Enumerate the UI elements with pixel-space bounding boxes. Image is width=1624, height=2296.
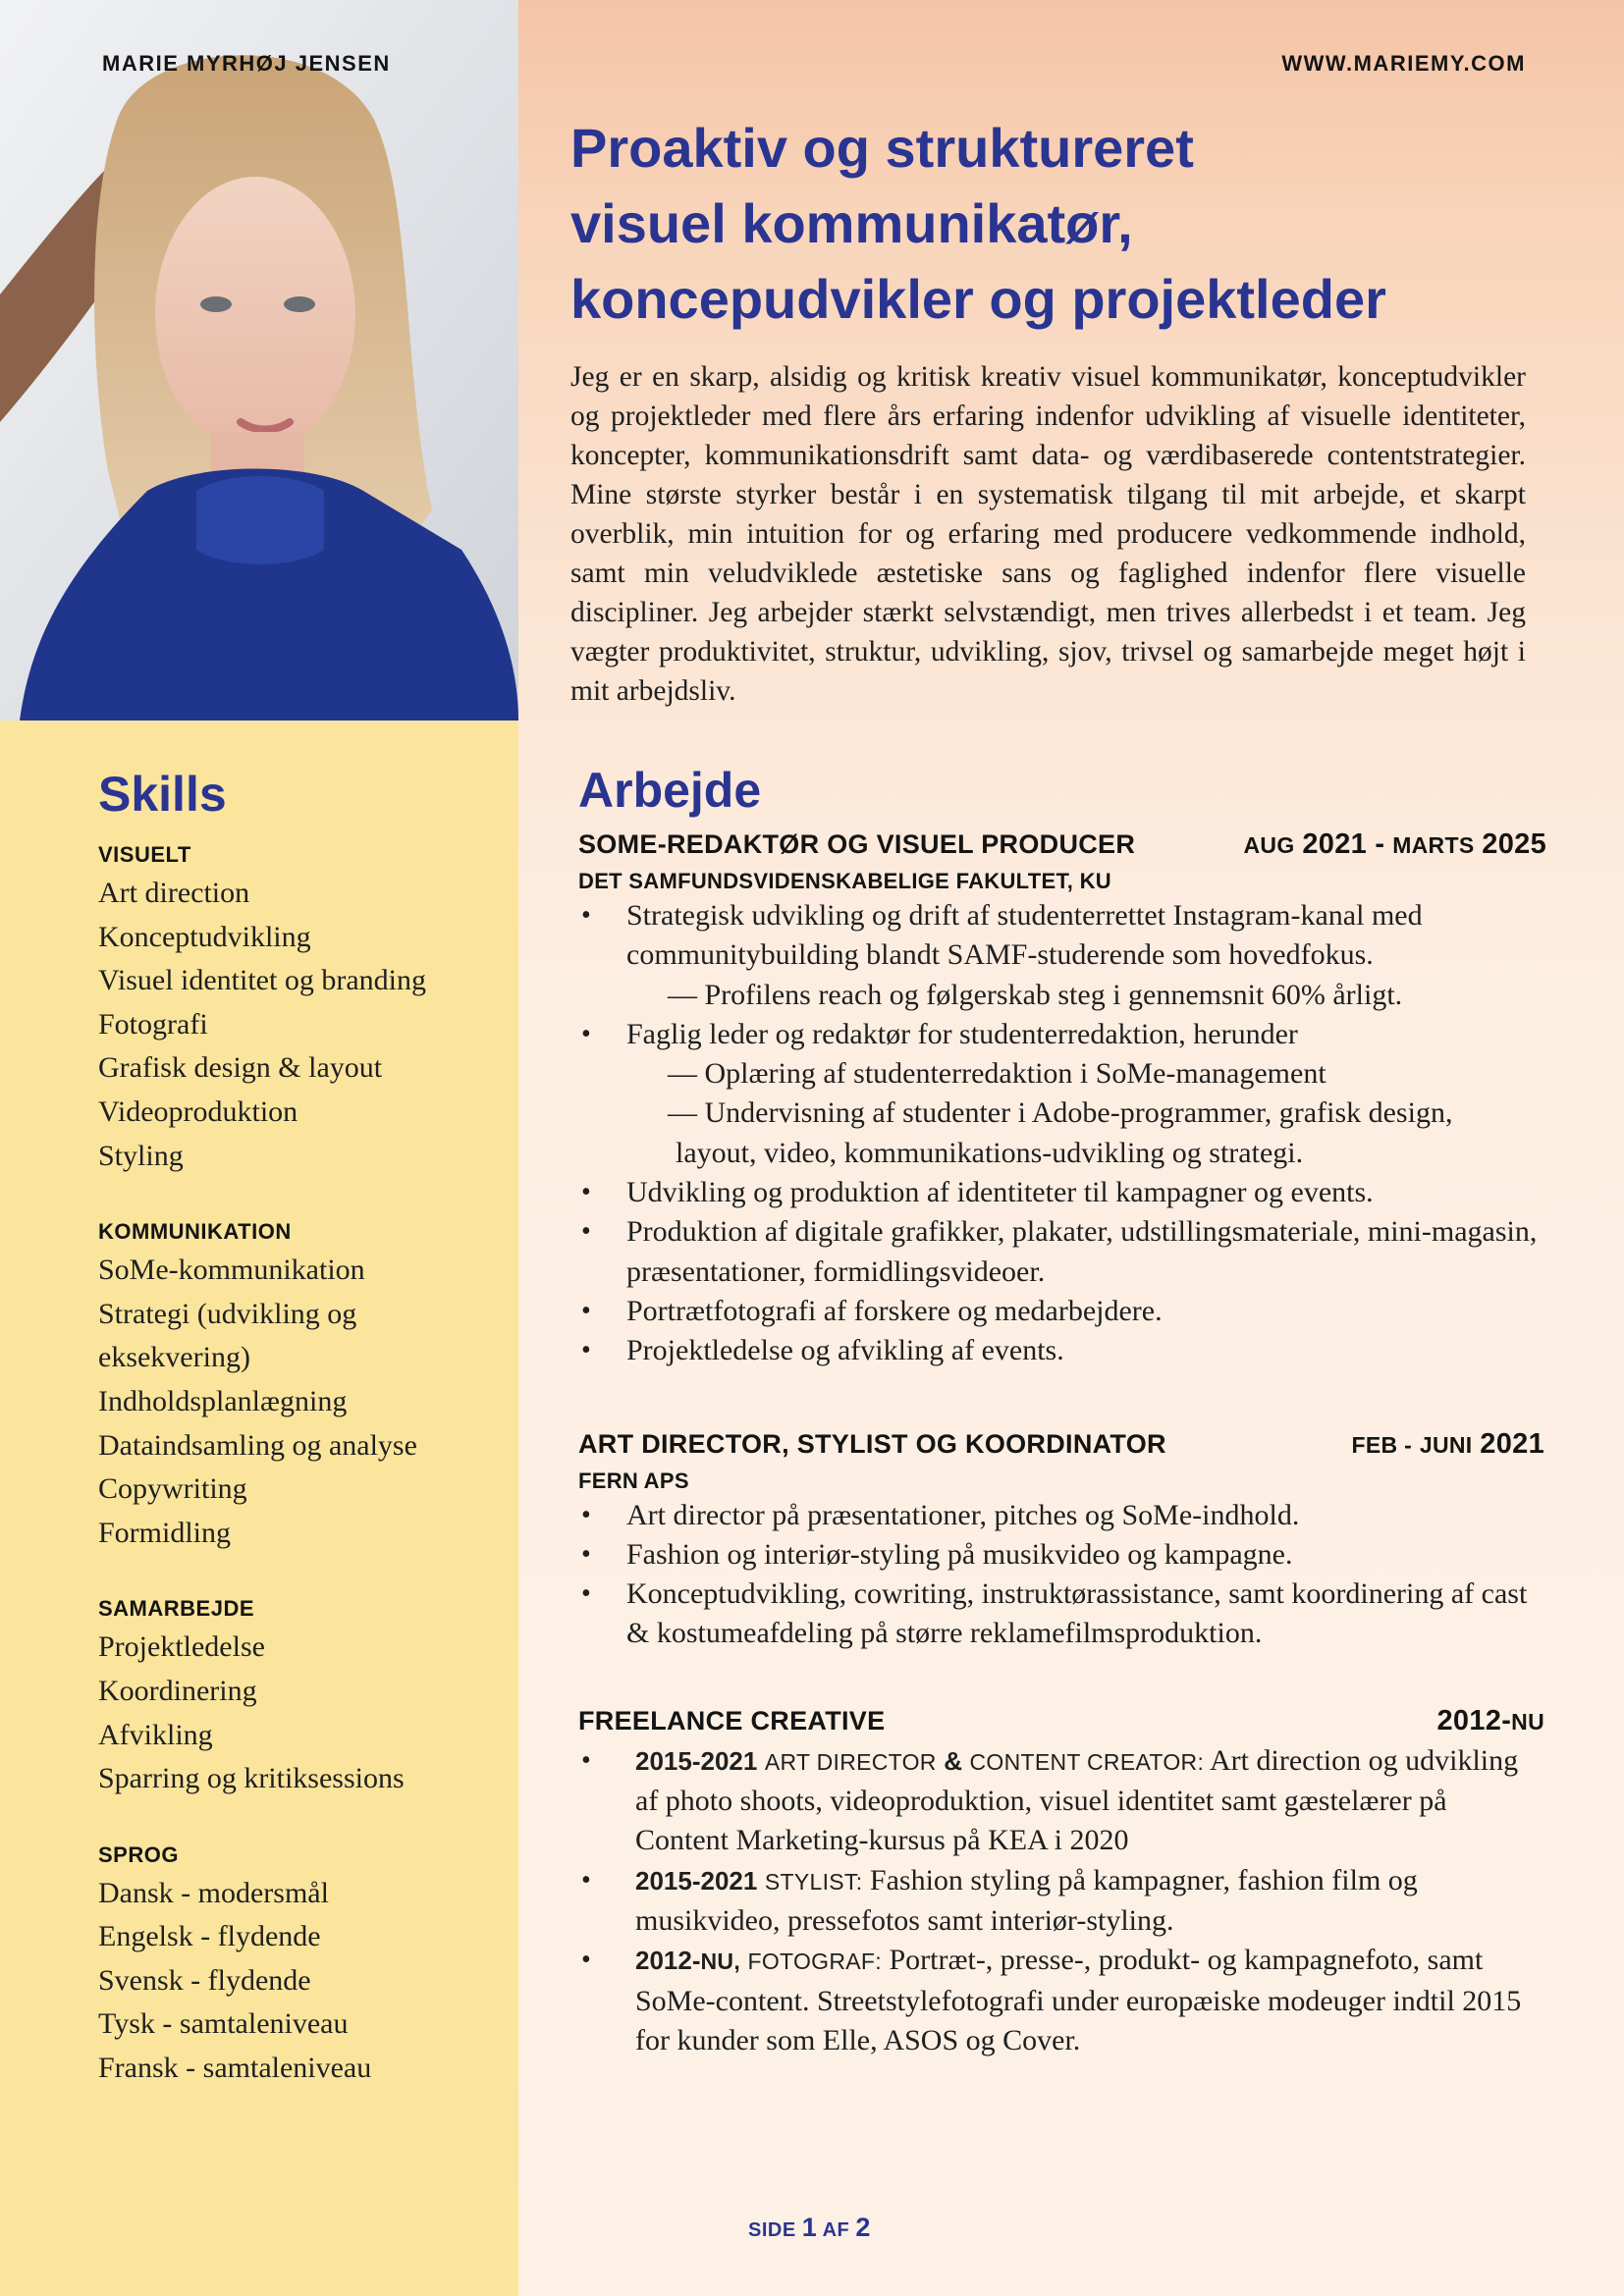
skill-category: SPROG: [98, 1842, 179, 1867]
list-item: • 2015-2021 STYLIST: Fashion styling på kampagner, fashion film og musikvideo, pressefotos samt interiør-styling.: [578, 1861, 1544, 1942]
sub-item: — Oplæring af studenterredaktion i SoMe-management: [668, 1057, 1326, 1091]
list-item: • 2015-2021 ART DIRECTOR & CONTENT CREATOR: Art direction og udvikling af photo shoots, videoproduktion, visuel identitet samt gæstelærer på Content Marketing-kursus på KEA i 2020: [578, 1741, 1544, 1861]
skill-item: Dansk - modersmål: [98, 1876, 329, 1909]
skills-title: Skills: [98, 767, 227, 822]
skill-category: KOMMUNIKATION: [98, 1219, 292, 1245]
job-entry: [578, 1428, 1544, 1654]
skill-item: Svensk - flydende: [98, 1963, 311, 1997]
job-header: [578, 1428, 1544, 1461]
portrait-photo: [0, 0, 518, 721]
skill-item: Engelsk - flydende: [98, 1920, 321, 1953]
job-title: SOME-REDAKTØR OG VISUEL PRODUCER: [578, 829, 1136, 859]
job-bullets: [578, 1741, 1544, 2060]
skill-category: SAMARBEJDE: [98, 1596, 255, 1622]
skill-item: Koordinering: [98, 1674, 257, 1707]
portrait-icon: [0, 0, 518, 721]
skill-item: Tysk - samtaleniveau: [98, 2007, 349, 2041]
sub-item: — Undervisning af studenter i Adobe-programmer, grafisk design,: [668, 1096, 1453, 1130]
website-link[interactable]: WWW.MARIEMY.COM: [1281, 51, 1526, 76]
skill-item: Grafisk design & layout: [98, 1051, 383, 1085]
job-organization: DET SAMFUNDSVIDENSKABELIGE FAKULTET, KU: [578, 869, 1111, 893]
skill-item: Formidling: [98, 1516, 232, 1549]
list-item: • Portrætfotografi af forskere og medarbejdere.: [578, 1292, 1544, 1331]
list-item: • Art director på præsentationer, pitches og SoMe-indhold.: [578, 1496, 1544, 1535]
skill-item: Videoproduktion: [98, 1095, 298, 1128]
job-dates: FEB - JUNI 2021: [1351, 1427, 1544, 1460]
skill-item: Dataindsamling og analyse: [98, 1428, 417, 1462]
list-item: • Strategisk udvikling og drift af studenterrettet Instagram-kanal med communitybuilding blandt SAMF-studerende som hovedfokus. — Profilens reach og følgerskab steg i gennemsnit 60% årligt.: [578, 896, 1544, 1015]
job-entry: [578, 1705, 1544, 2060]
skill-item: Fotografi: [98, 1007, 208, 1041]
work-title: Arbejde: [578, 763, 762, 818]
skill-item: Styling: [98, 1139, 184, 1172]
job-bullets: [578, 896, 1544, 1371]
list-item: • Projektledelse og afvikling af events.: [578, 1331, 1544, 1370]
skill-item: Copywriting: [98, 1472, 247, 1506]
page-number: SIDE 1 AF 2: [748, 2213, 871, 2242]
person-name: MARIE MYRHØJ JENSEN: [102, 51, 391, 76]
skill-item: Visuel identitet og branding: [98, 964, 426, 997]
job-header: [578, 828, 1544, 861]
headline-line: koncepudvikler og projektleder: [570, 268, 1386, 330]
sub-item: — Profilens reach og følgerskab steg i gennemsnit 60% årligt.: [668, 978, 1403, 1011]
job-title: FREELANCE CREATIVE: [578, 1705, 886, 1735]
job-bullets: [578, 1496, 1544, 1654]
list-item: • 2012-NU, FOTOGRAF: Portræt-, presse-, produkt- og kampagnefoto, samt SoMe-content. Streetstylefotografi under europæiske modeuger indtil 2015 for kunder som Elle, ASOS og Cover.: [578, 1941, 1544, 2060]
skill-item: Strategi (udvikling og: [98, 1297, 357, 1330]
job-title: ART DIRECTOR, STYLIST OG KOORDINATOR: [578, 1428, 1166, 1459]
skills-section: [98, 766, 511, 2132]
sub-item-continuation: layout, video, kommunikations-udvikling og strategi.: [676, 1136, 1304, 1169]
skill-item: Fransk - samtaleniveau: [98, 2052, 372, 2085]
list-item: • Konceptudvikling, cowriting, instruktørassistance, samt koordinering af cast & kostumeafdeling på større reklamefilmsproduktion.: [578, 1575, 1544, 1654]
skill-item: Konceptudvikling: [98, 920, 311, 953]
headline-line: Proaktiv og struktureret: [570, 117, 1194, 179]
skill-item: SoMe-kommunikation: [98, 1254, 365, 1287]
skill-item: Projektledelse: [98, 1630, 265, 1664]
headline-line: visuel kommunikatør,: [570, 192, 1133, 254]
work-section: [578, 762, 1544, 2060]
skill-group-sprog: [98, 1842, 511, 2091]
job-organization: FERN APS: [578, 1468, 689, 1493]
skill-item: eksekvering): [98, 1341, 250, 1374]
job-header: [578, 1705, 1544, 1737]
list-item: • Produktion af digitale grafikker, plakater, udstillingsmateriale, mini-magasin, præsentationer, formidlingsvideoer.: [578, 1212, 1544, 1292]
skill-item: Sparring og kritiksessions: [98, 1762, 405, 1795]
job-dates: 2012-NU: [1436, 1704, 1544, 1736]
job-dates: AUG 2021 - MARTS 2025: [1243, 828, 1546, 860]
job-entry: [578, 828, 1544, 1371]
skill-group-kommunikation: [98, 1219, 511, 1555]
skill-group-samarbejde: [98, 1596, 511, 1800]
skill-item: Afvikling: [98, 1718, 213, 1751]
list-item: • Fashion og interiør-styling på musikvideo og kampagne.: [578, 1535, 1544, 1575]
skill-category: VISUELT: [98, 842, 191, 867]
intro-paragraph: Jeg er en skarp, alsidig og kritisk kreativ visuel kommunikatør, konceptudvikler og projektleder med flere års erfaring indenfor udvikling af visuelle identiteter, koncepter, kommunikationsdrift samt data- og værdibaserede contentstrategier. Mine største styrker består i en systematisk tilgang til mit arbejde, et skarpt overblik, min intuition for og erfaring med producere vedkommende indhold, samt min veludviklede æstetiske sans og faglighed indenfor flere visuelle discipliner. Jeg arbejder stærkt selvstændigt, men trives allerbedst i et team. Jeg vægter produktivitet, struktur, udvikling, sjov, trivsel og samarbejde meget højt i mit arbejdsliv.: [570, 361, 1526, 707]
skill-group-visuelt: [98, 842, 511, 1178]
skill-item: Art direction: [98, 877, 250, 909]
list-item: • Udvikling og produktion af identiteter til kampagner og events.: [578, 1173, 1544, 1212]
skill-item: Indholdsplanlægning: [98, 1384, 348, 1417]
headline: [570, 110, 1552, 337]
list-item: • Faglig leder og redaktør for studenterredaktion, herunder — Oplæring af studenterredaktion i SoMe-management — Undervisning af studenter i Adobe-programmer, grafisk design, layout, video, kommunikations-udvikling og strategi.: [578, 1015, 1544, 1173]
